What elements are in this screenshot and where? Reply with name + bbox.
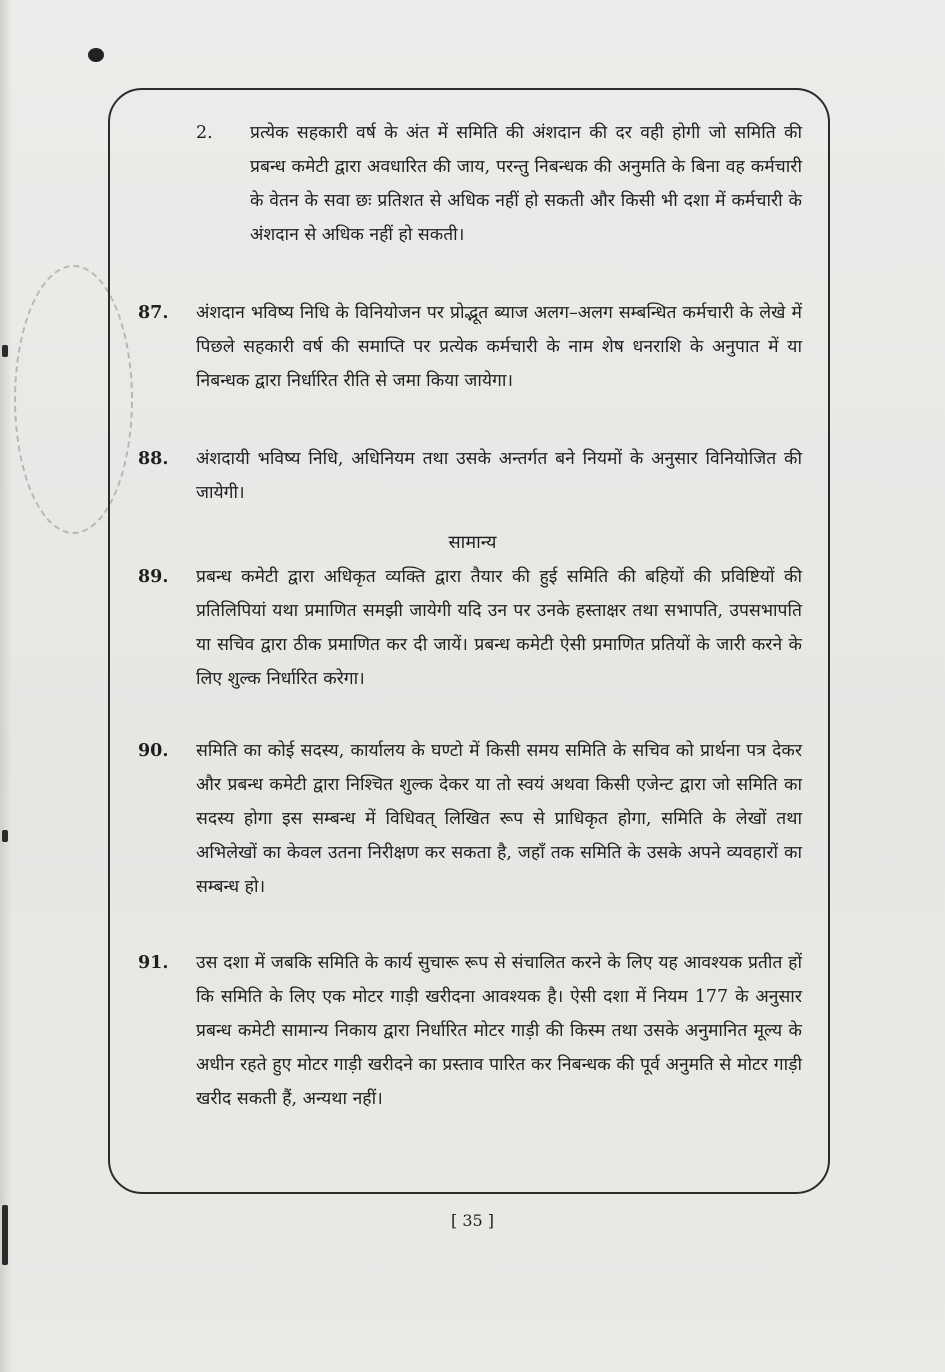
paragraph-number: 91.	[138, 953, 169, 973]
binding-staple-mark	[2, 345, 8, 357]
binding-staple-mark	[2, 830, 8, 842]
paragraph-number: 88.	[138, 449, 169, 469]
page-number: [ 35 ]	[450, 1211, 494, 1230]
page-left-edge	[0, 0, 12, 1372]
paragraph-number: 87.	[138, 303, 169, 323]
paragraph-text: अंशदान भविष्य निधि के विनियोजन पर प्रोद्भूत ब्याज अलग–अलग सम्बन्धित कर्मचारी के लेखे में पिछले सहकारी वर्ष की समाप्ति पर प्रत्येक कर्मचारी के नाम शेष धनराशि के अनुपात में या निबन्धक द्वारा निर्धारित रीति से जमा किया जायेगा।	[196, 303, 802, 391]
punch-hole	[88, 48, 104, 62]
paragraph-text: प्रत्येक सहकारी वर्ष के अंत में समिति की अंशदान की दर वही होगी जो समिति की प्रबन्ध कमेटी द्वारा अवधारित की जाय, परन्तु निबन्धक की अनुमति के बिना वह कर्मचारी के वेतन के सवा छः प्रतिशत से अधिक नहीं हो सकती और किसी भी दशा में कर्मचारी के अंशदान से अधिक नहीं हो सकती।	[250, 123, 802, 245]
paragraph-text: समिति का कोई सदस्य, कार्यालय के घण्टो में किसी समय समिति के सचिव को प्रार्थना पत्र देकर और प्रबन्ध कमेटी द्वारा निश्चित शुल्क देकर या तो स्वयं अथवा किसी एजेन्ट द्वारा जो समिति का सदस्य होगा इस सम्बन्ध में विधिवत् लिखित रूप से प्राधिकृत होगा, समिति के लेखों तथा अभिलेखों का केवल उतना निरीक्षण कर सकता है, जहाँ तक समिति के उसके अपने व्यवहारों का सम्बन्ध हो।	[196, 741, 802, 897]
paragraph-number: 90.	[138, 741, 169, 761]
paragraph-number: 2.	[196, 123, 213, 143]
section-heading: सामान्य	[448, 532, 497, 553]
paragraph-number: 89.	[138, 567, 169, 587]
paragraph-text: उस दशा में जबकि समिति के कार्य सुचारू रूप से संचालित करने के लिए यह आवश्यक प्रतीत हों कि समिति के लिए एक मोटर गाड़ी खरीदना आवश्यक है। ऐसी दशा में नियम 177 के अनुसार प्रबन्ध कमेटी सामान्य निकाय द्वारा निर्धारित मोटर गाड़ी की किस्म तथा उसके अनुमानित मूल्य के अधीन रहते हुए मोटर गाड़ी खरीदने का प्रस्ताव पारित कर निबन्धक की पूर्व अनुमति से मोटर गाड़ी खरीद सकती हैं, अन्यथा नहीं।	[196, 953, 802, 1109]
paragraph-text: प्रबन्ध कमेटी द्वारा अधिकृत व्यक्ति द्वारा तैयार की हुई समिति की बहियों की प्रविष्टियों की प्रतिलिपियां यथा प्रमाणित समझी जायेगी यदि उन पर उनके हस्ताक्षर तथा सभापति, उपसभापति या सचिव द्वारा ठीक प्रमाणित कर दी जायें। प्रबन्ध कमेटी ऐसी प्रमाणित प्रतियों के जारी करने के लिए शुल्क निर्धारित करेगा।	[196, 567, 802, 689]
paragraph-text: अंशदायी भविष्य निधि, अधिनियम तथा उसके अन्तर्गत बने नियमों के अनुसार विनियोजित की जायेगी।	[196, 449, 802, 503]
